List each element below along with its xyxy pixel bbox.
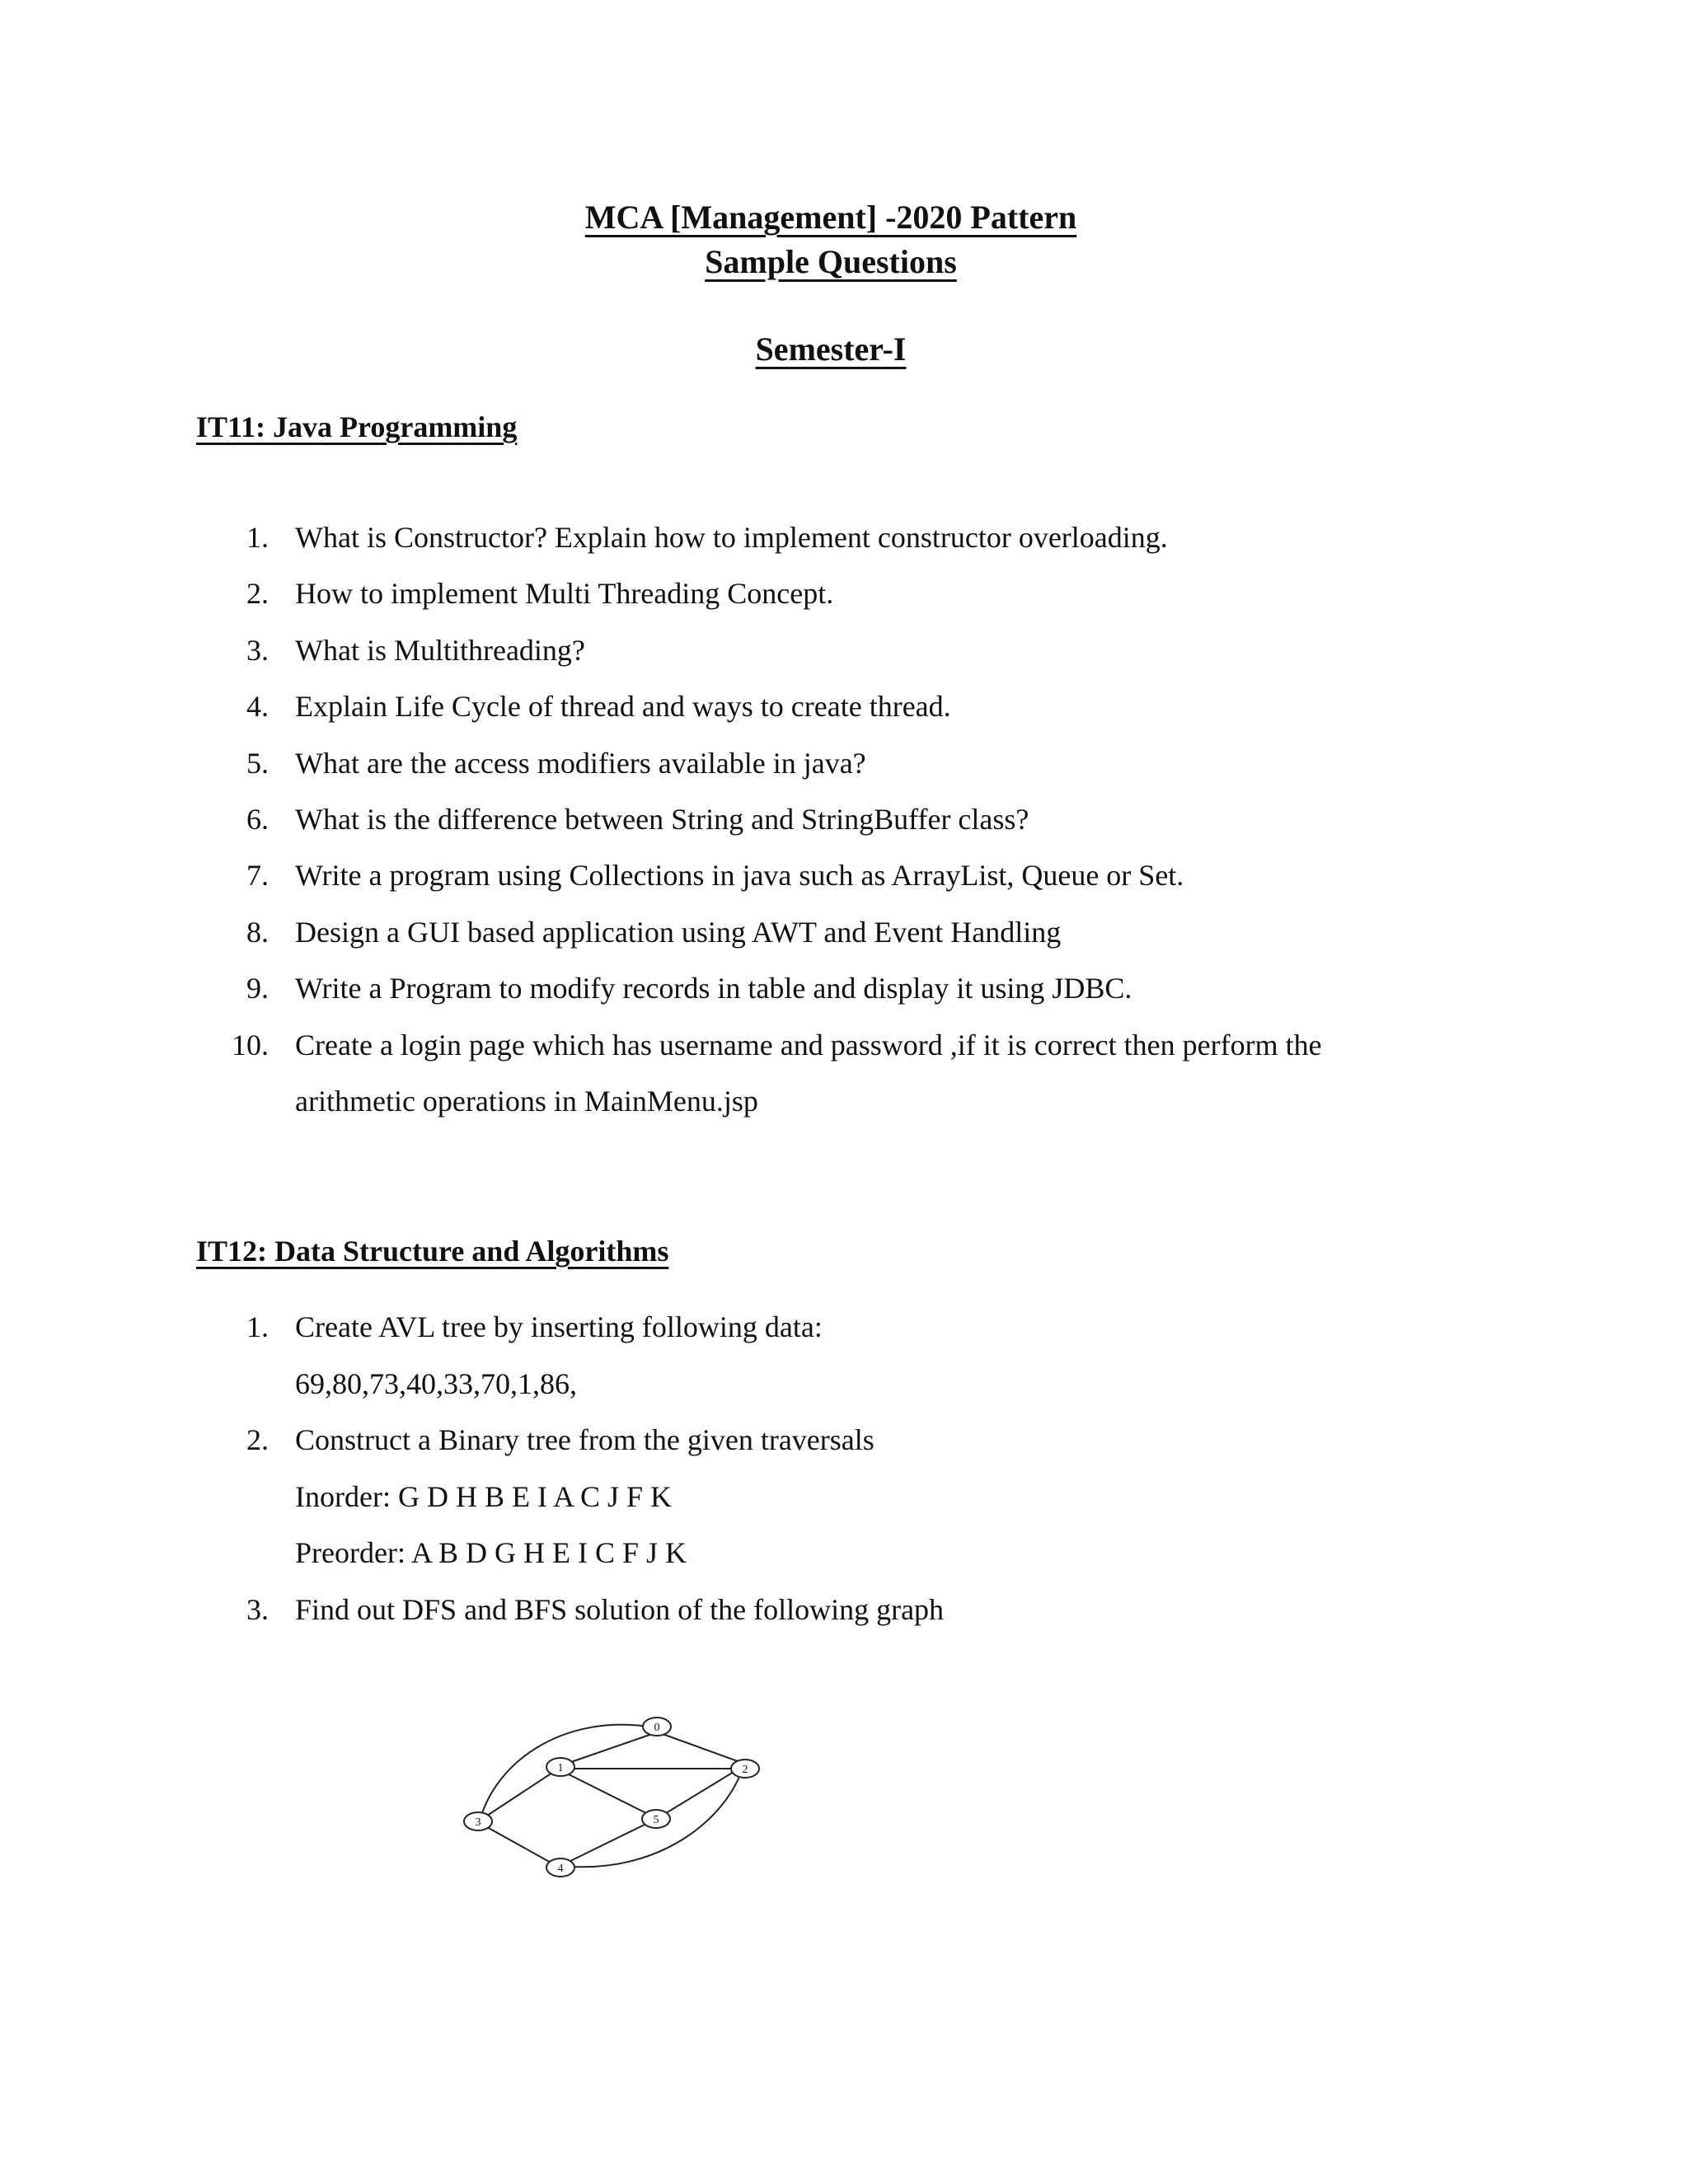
question-text: Write a Program to modify records in table and display it using JDBC. [295,972,1132,1005]
graph-node-label-5: 5 [653,1814,659,1826]
document-subtitle: Sample Questions [705,243,957,280]
graph-diagram [445,1698,791,1896]
question-number: 8. [246,915,269,949]
question-text: What is Multithreading? [295,633,585,667]
question-number: 2. [246,1423,269,1457]
graph-node-label-3: 3 [475,1816,481,1829]
question-text: Explain Life Cycle of thread and ways to create thread. [295,690,951,724]
graph-node-label-1: 1 [557,1762,564,1774]
question-number: 3. [246,633,269,667]
question-number: 4. [246,690,269,724]
question-text: Create a login page which has username and password ,if it is correct then perform the [295,1028,1322,1062]
question-number: 10. [232,1028,269,1062]
edge-3-4 [487,1827,552,1863]
edge-1-3 [487,1773,552,1816]
question-text: What are the access modifiers available in java? [295,746,866,780]
edge-0-2 [663,1734,738,1761]
document-title: MCA [Management] -2020 Pattern [584,199,1077,236]
question-text: Inorder: G D H B E I A C J F K [295,1479,672,1513]
edge-1-5 [567,1774,646,1813]
question-number: 2. [246,577,269,611]
question-text: What is Constructor? Explain how to implement constructor overloading. [295,521,1168,554]
semester-heading: Semester-I [755,330,907,368]
edge-4-5 [567,1825,645,1863]
question-text: Create AVL tree by inserting following data: [295,1310,823,1343]
section-title-dsa: IT12: Data Structure and Algorithms [196,1235,669,1268]
question-text: How to implement Multi Threading Concept. [295,577,834,611]
question-number: 9. [246,972,269,1005]
question-text: Design a GUI based application using AWT and Event Handling [295,915,1062,949]
question-text: arithmetic operations in MainMenu.jsp [295,1085,758,1118]
question-number: 3. [246,1593,269,1626]
question-text: Find out DFS and BFS solution of the following graph [295,1593,945,1626]
section-title-java: IT11: Java Programming [196,410,518,443]
question-number: 5. [246,746,269,780]
question-text: Construct a Binary tree from the given traversals [295,1423,874,1457]
question-number: 1. [246,1310,269,1343]
graph-node-label-0: 0 [654,1722,660,1734]
question-number: 7. [246,859,269,893]
edge-5-2 [666,1772,734,1813]
question-text: 69,80,73,40,33,70,1,86, [295,1366,577,1400]
question-number: 1. [246,521,269,554]
question-number: 6. [246,803,269,836]
question-text: What is the difference between String and StringBuffer class? [295,803,1029,836]
graph-node-label-4: 4 [557,1863,564,1875]
question-text: Preorder: A B D G H E I C F J K [295,1536,687,1570]
question-text: Write a program using Collections in java such as ArrayList, Queue or Set. [295,859,1184,893]
edge-0-1 [569,1734,652,1763]
graph-node-label-2: 2 [742,1764,748,1776]
